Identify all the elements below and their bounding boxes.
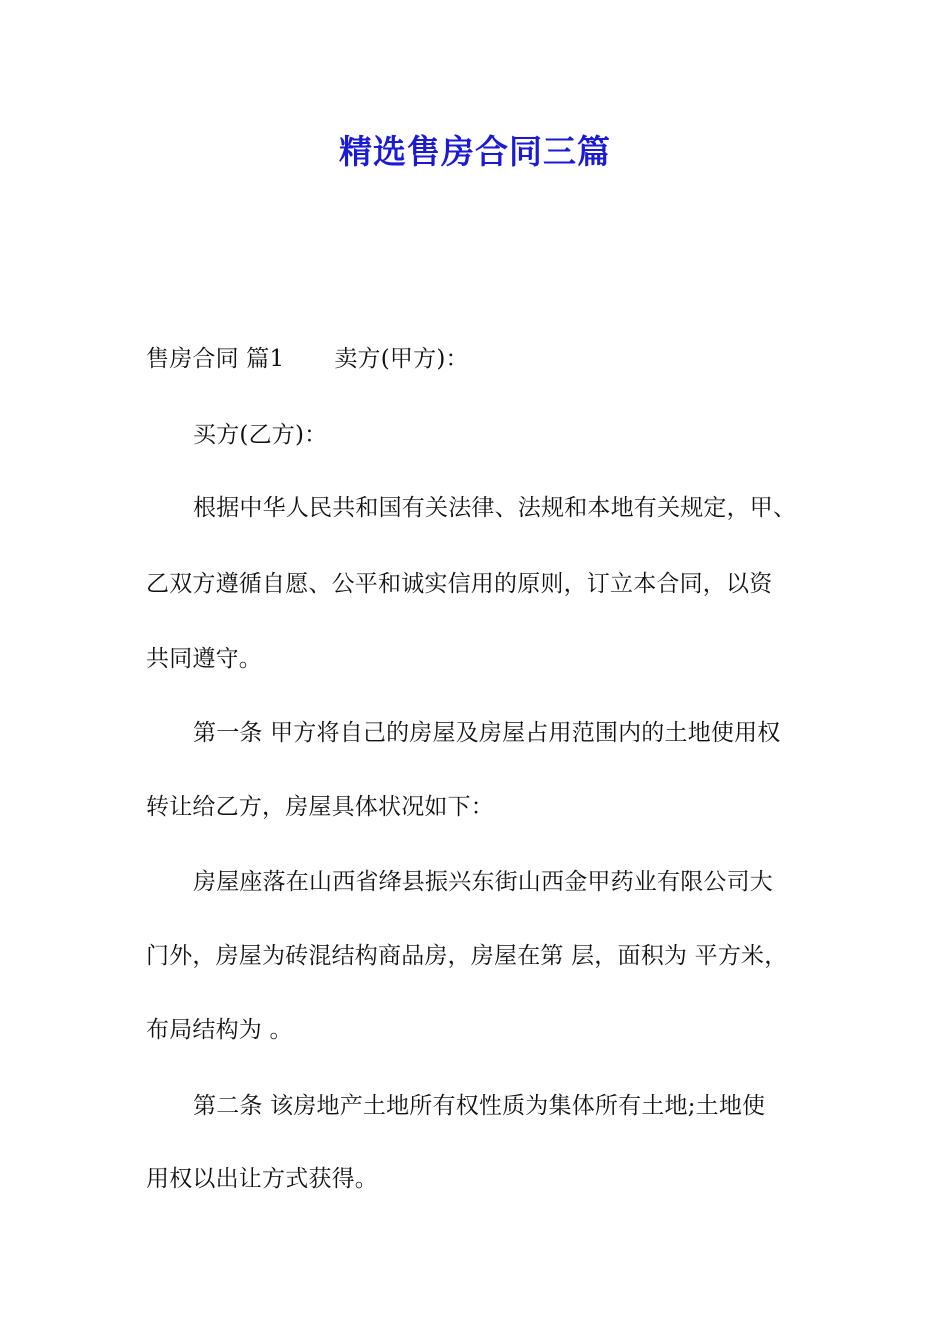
paragraph-line: 共同遵守。	[146, 646, 262, 672]
property-description-line: 布局结构为 。	[146, 1017, 293, 1043]
seller-label: 卖方(甲方)：	[334, 346, 469, 372]
article-1-line: 转让给乙方，房屋具体状况如下：	[146, 794, 494, 820]
paragraph-line: 乙双方遵循自愿、公平和诚实信用的原则，订立本合同，以资	[146, 571, 773, 597]
property-description-line: 房屋座落在山西省绛县振兴东街山西金甲药业有限公司大	[193, 869, 773, 895]
section-heading-line	[146, 343, 469, 375]
property-description-line: 门外，房屋为砖混结构商品房，房屋在第 层，面积为 平方米，	[146, 943, 788, 969]
paragraph-line: 根据中华人民共和国有关法律、法规和本地有关规定，甲、	[193, 495, 797, 521]
article-1-line: 第一条 甲方将自己的房屋及房屋占用范围内的土地使用权	[193, 720, 781, 746]
article-2-line: 第二条 该房地产土地所有权性质为集体所有土地;土地使	[193, 1093, 766, 1119]
document-title: 精选售房合同三篇	[339, 132, 611, 171]
buyer-label: 买方(乙方)：	[193, 422, 328, 448]
article-2-line: 用权以出让方式获得。	[146, 1166, 378, 1192]
section-heading: 售房合同 篇1	[146, 346, 285, 372]
